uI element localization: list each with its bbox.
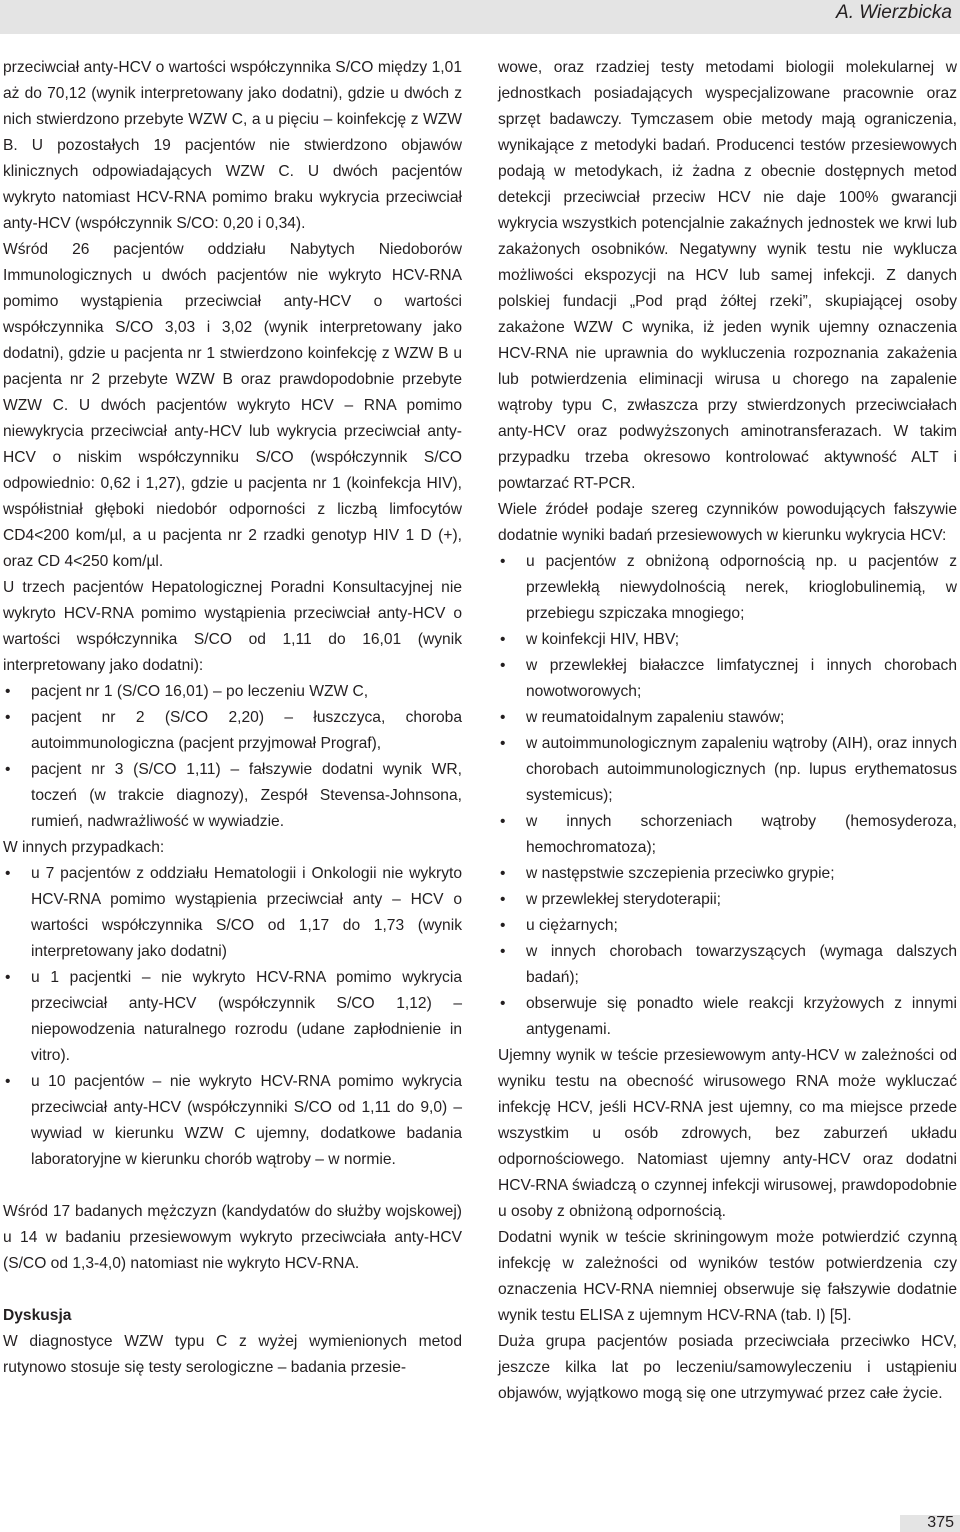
- list-item: • w innych schorzeniach wątroby (hemosyderoza, hemochromatoza);: [498, 809, 957, 861]
- left-column: [3, 55, 462, 1381]
- right-column: [498, 55, 957, 1407]
- paragraph: Wiele źródeł podaje szereg czynników powodujących fałszywie dodatnie wyniki badań przesiewowych w kierunku wykrycia HCV:: [498, 501, 957, 544]
- list-item: • w innych chorobach towarzyszących (wymaga dalszych badań);: [498, 939, 957, 991]
- paragraph: przeciwciał anty-HCV o wartości współczynnika S/CO między 1,01 aż do 70,12 (wynik interpretowany jako dodatni), gdzie u dwóch z nich stwierdzono przebyte WZW C, a u pięciu – koinfekcję z WZW B. U pozostałych 19 pacjentów nie stwierdzono objawów klinicznych odpowiadających WZW C. U dwóch pacjentów wykryto natomiast HCV-RNA pomimo braku wykrycia przeciwciał anty-HCV (współczynnik S/CO: 0,20 i 0,34).: [3, 59, 462, 232]
- list-item: • pacjent nr 3 (S/CO 1,11) – fałszywie dodatni wynik WR, toczeń (w trakcie diagnozy), Zespół Stevensa-Johnsona, rumień, nadwrażliwość w wywiadzie.: [3, 757, 462, 835]
- list-item: • pacjent nr 1 (S/CO 16,01) – po leczeniu WZW C,: [3, 679, 462, 705]
- list-item: • w koinfekcji HIV, HBV;: [498, 627, 957, 653]
- bullet-list: [3, 861, 462, 1173]
- bullet-list: [3, 679, 462, 835]
- paragraph: Wśród 17 badanych mężczyzn (kandydatów do służby wojskowej) u 14 w badaniu przesiewowym wykryto przeciwciała anty-HCV (S/CO od 1,3-4,0) natomiast nie wykryto HCV-RNA.: [3, 1203, 462, 1272]
- paragraph: wowe, oraz rzadziej testy metodami biologii molekularnej w jednostkach posiadających wyspecjalizowane pracownie oraz sprzęt badawczy. Tymczasem obie metody mają ograniczenia, wynikające z metodyki badań. Producenci testów przesiewowych podają w metodykach, iż żadna z obecnie dostępnych metod detekcji przeciwciał przeciw HCV nie daje 100% gwarancji wykrycia wszystkich potencjalnie zakaźnych jednostek we krwi lub zakażonych osobników. Negatywny wynik testu nie wyklucza możliwości ekspozycji na HCV lub samej infekcji. Z danych polskiej fundacji „Pod prąd żółtej rzeki”, skupiającej osoby zakażone WZW C wynika, iż jeden wynik ujemny oznaczenia HCV-RNA nie uprawnia do wykluczenia rozpoznania zakażenia lub potwierdzenia eliminacji wirusa u chorego na zapalenie wątroby typu C, zwłaszcza przy stwierdzonych przeciwciałach anty-HCV oraz podwyższonych aminotransferazach. W takim przypadku trzeba okresowo kontrolować aktywność ALT i powtarzać RT-PCR.: [498, 59, 957, 492]
- list-item: • w reumatoidalnym zapaleniu stawów;: [498, 705, 957, 731]
- list-item: • w następstwie szczepienia przeciwko grypie;: [498, 861, 957, 887]
- paragraph: U trzech pacjentów Hepatologicznej Poradni Konsultacyjnej nie wykryto HCV-RNA pomimo wystąpienia przeciwciał anty-HCV o wartości współczynnika S/CO od 1,11 do 16,01 (wynik interpretowany jako dodatni):: [3, 579, 462, 674]
- paragraph: Ujemny wynik w teście przesiewowym anty-HCV w zależności od wyniku testu na obecność wirusowego RNA może wykluczać infekcję HCV, jeśli HCV-RNA jest ujemny, co ma miejsce przede wszystkim u osób zdrowych, bez zaburzeń układu odpornościowego. Natomiast ujemny anty-HCV oraz dodatni HCV-RNA świadczą o czynnej infekcji wirusowej, prawdopodobnie u osoby z obniżoną odpornością.: [498, 1047, 957, 1220]
- bullet-list: [498, 549, 957, 1043]
- paragraph: W innych przypadkach:: [3, 839, 165, 856]
- list-item: • u 10 pacjentów – nie wykryto HCV-RNA pomimo wykrycia przeciwciał anty-HCV (współczynniki S/CO od 1,11 do 9,0) – wywiad w kierunku WZW C ujemny, dodatkowe badania laboratoryjne w kierunku chorób wątroby – w normie.: [3, 1069, 462, 1173]
- paragraph: Duża grupa pacjentów posiada przeciwciała przeciwko HCV, jeszcze kilka lat po leczeniu/samowyleczeniu i ustąpieniu objawów, wyjątkowo mogą się one utrzymywać przez całe życie.: [498, 1333, 957, 1402]
- section-heading: Dyskusja: [3, 1307, 72, 1324]
- list-item: • w przewlekłej sterydoterapii;: [498, 887, 957, 913]
- paragraph: W diagnostyce WZW typu C z wyżej wymienionych metod rutynowo stosuje się testy serologiczne – badania przesie-: [3, 1333, 462, 1376]
- list-item: • u pacjentów z obniżoną odpornością np. u pacjentów z przewlekłą niewydolnością nerek, krioglobulinemią, w przebiegu szpiczaka mnogiego;: [498, 549, 957, 627]
- list-item: • u 7 pacjentów z oddziału Hematologii i Onkologii nie wykryto HCV-RNA pomimo wystąpienia przeciwciał anty – HCV o wartości współczynnika S/CO od 1,17 do 1,73 (wynik interpretowany jako dodatni): [3, 861, 462, 965]
- list-item: • obserwuje się ponadto wiele reakcji krzyżowych z innymi antygenami.: [498, 991, 957, 1043]
- page-number: 375: [927, 1514, 954, 1531]
- list-item: • u 1 pacjentki – nie wykryto HCV-RNA pomimo wykrycia przeciwciał anty-HCV (współczynnik S/CO 1,12) – niepowodzenia naturalnego rozrodu (udane zapłodnienie in vitro).: [3, 965, 462, 1069]
- running-header: [0, 0, 960, 34]
- list-item: • u ciężarnych;: [498, 913, 957, 939]
- list-item: • pacjent nr 2 (S/CO 2,20) – łuszczyca, choroba autoimmunologiczna (pacjent przyjmował Prograf),: [3, 705, 462, 757]
- paragraph: Wśród 26 pacjentów oddziału Nabytych Niedoborów Immunologicznych u dwóch pacjentów nie wykryto HCV-RNA pomimo wystąpienia przeciwciał anty-HCV o wartości współczynnika S/CO 3,03 i 3,02 (wynik interpretowany jako dodatni), gdzie u pacjenta nr 1 stwierdzono koinfekcję z WZW B u pacjenta nr 2 przebyte WZW B oraz prawdopodobnie przebyte WZW C. U dwóch pacjentów wykryto HCV – RNA pomimo niewykrycia przeciwciał anty-HCV lub wykrycia przeciwciał anty-HCV o niskim współczynniku S/CO (współczynnik S/CO odpowiednio: 0,62 i 1,27), gdzie u pacjenta nr 1 (koinfekcja HIV), współistniał głęboki niedobór odporności z liczbą limfocytów CD4<200 kom/µl, a u pacjenta nr 2 rzadki genotyp HIV 1 D (+), oraz CD 4<250 kom/µl.: [3, 241, 462, 570]
- list-item: • w autoimmunologicznym zapaleniu wątroby (AIH), oraz innych chorobach autoimmunologicznych (np. lupus erythematosus systemicus);: [498, 731, 957, 809]
- paragraph: Dodatni wynik w teście skriningowym może potwierdzić czynną infekcję w zależności od wyników testów potwierdzenia czy oznaczenia HCV-RNA niemniej obserwuje się fałszywie dodatnie wynik testu ELISA z ujemnym HCV-RNA (tab. I) [5].: [498, 1229, 957, 1324]
- header-author: A. Wierzbicka: [836, 2, 952, 23]
- list-item: • w przewlekłej białaczce limfatycznej i innych chorobach nowotworowych;: [498, 653, 957, 705]
